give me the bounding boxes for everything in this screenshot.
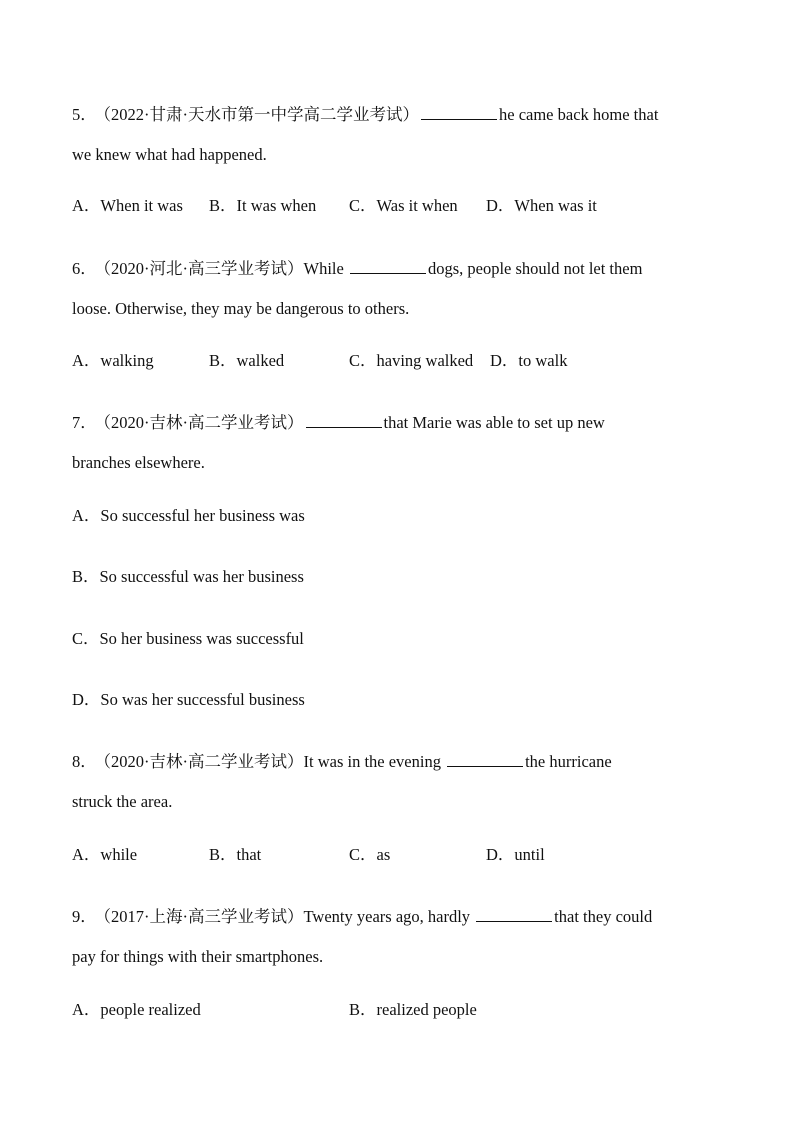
answer-blank <box>421 102 497 120</box>
option-b[interactable]: B．walked <box>209 351 285 370</box>
option-a[interactable]: A．walking <box>72 351 154 370</box>
question-text-before: Twenty years ago, hardly <box>303 907 475 926</box>
option-a[interactable]: A．people realized <box>72 1000 201 1019</box>
question-5-stem-line1 <box>72 102 732 126</box>
question-number: 7． <box>72 413 97 432</box>
question-text-before: While <box>303 259 348 278</box>
option-d[interactable]: D．to walk <box>490 351 568 370</box>
question-5 <box>72 102 732 167</box>
question-text: that Marie was able to set up new <box>383 413 605 432</box>
option-c[interactable]: C．as <box>349 845 391 864</box>
question-6 <box>72 256 732 321</box>
question-8-stem-line2: struck the area. <box>72 792 173 811</box>
option-b[interactable]: B．So successful was her business <box>72 567 304 586</box>
question-6-stem-line1 <box>72 256 732 280</box>
question-text: the hurricane <box>525 752 612 771</box>
question-7 <box>72 410 732 475</box>
question-6-options <box>72 349 732 373</box>
question-number: 9． <box>72 907 97 926</box>
question-source: （2020·吉林·高二学业考试） <box>102 752 304 771</box>
option-a[interactable]: A．So successful her business was <box>72 506 305 525</box>
question-6-stem-line2: loose. Otherwise, they may be dangerous to others. <box>72 299 410 318</box>
question-source: （2020·吉林·高二学业考试） <box>102 413 304 432</box>
question-8-stem-line1 <box>72 749 732 773</box>
question-8-options <box>72 843 732 867</box>
answer-blank <box>350 256 426 274</box>
option-b[interactable]: B．realized people <box>349 1000 477 1019</box>
question-source: （2020·河北·高三学业考试） <box>102 259 304 278</box>
question-9-options <box>72 998 732 1022</box>
option-b[interactable]: B．It was when <box>209 196 317 215</box>
question-source: （2022·甘肃·天水市第一中学高二学业考试） <box>102 105 419 124</box>
question-text: he came back home that <box>499 105 659 124</box>
option-d[interactable]: D．So was her successful business <box>72 690 305 709</box>
question-9-stem-line1 <box>72 904 732 928</box>
option-a[interactable]: A．When it was <box>72 196 183 215</box>
question-9 <box>72 904 732 969</box>
option-c[interactable]: C．So her business was successful <box>72 629 304 648</box>
question-7-stem-line1 <box>72 410 732 434</box>
question-9-stem-line2: pay for things with their smartphones. <box>72 947 324 966</box>
question-number: 5． <box>72 105 97 124</box>
option-d[interactable]: D．When was it <box>486 196 597 215</box>
option-c[interactable]: C．having walked <box>349 351 474 370</box>
answer-blank <box>447 749 523 767</box>
option-c[interactable]: C．Was it when <box>349 196 458 215</box>
question-text-before: It was in the evening <box>303 752 446 771</box>
option-d[interactable]: D．until <box>486 845 545 864</box>
question-number: 8． <box>72 752 97 771</box>
option-b[interactable]: B．that <box>209 845 262 864</box>
question-5-stem-line2: we knew what had happened. <box>72 145 267 164</box>
answer-blank <box>476 904 552 922</box>
question-7-stem-line2: branches elsewhere. <box>72 453 205 472</box>
question-source: （2017·上海·高三学业考试） <box>102 907 304 926</box>
answer-blank <box>306 410 382 428</box>
question-text: that they could <box>554 907 653 926</box>
question-5-options <box>72 194 732 218</box>
question-text: dogs, people should not let them <box>427 259 643 278</box>
option-a[interactable]: A．while <box>72 845 138 864</box>
question-number: 6． <box>72 259 97 278</box>
question-8 <box>72 749 732 814</box>
